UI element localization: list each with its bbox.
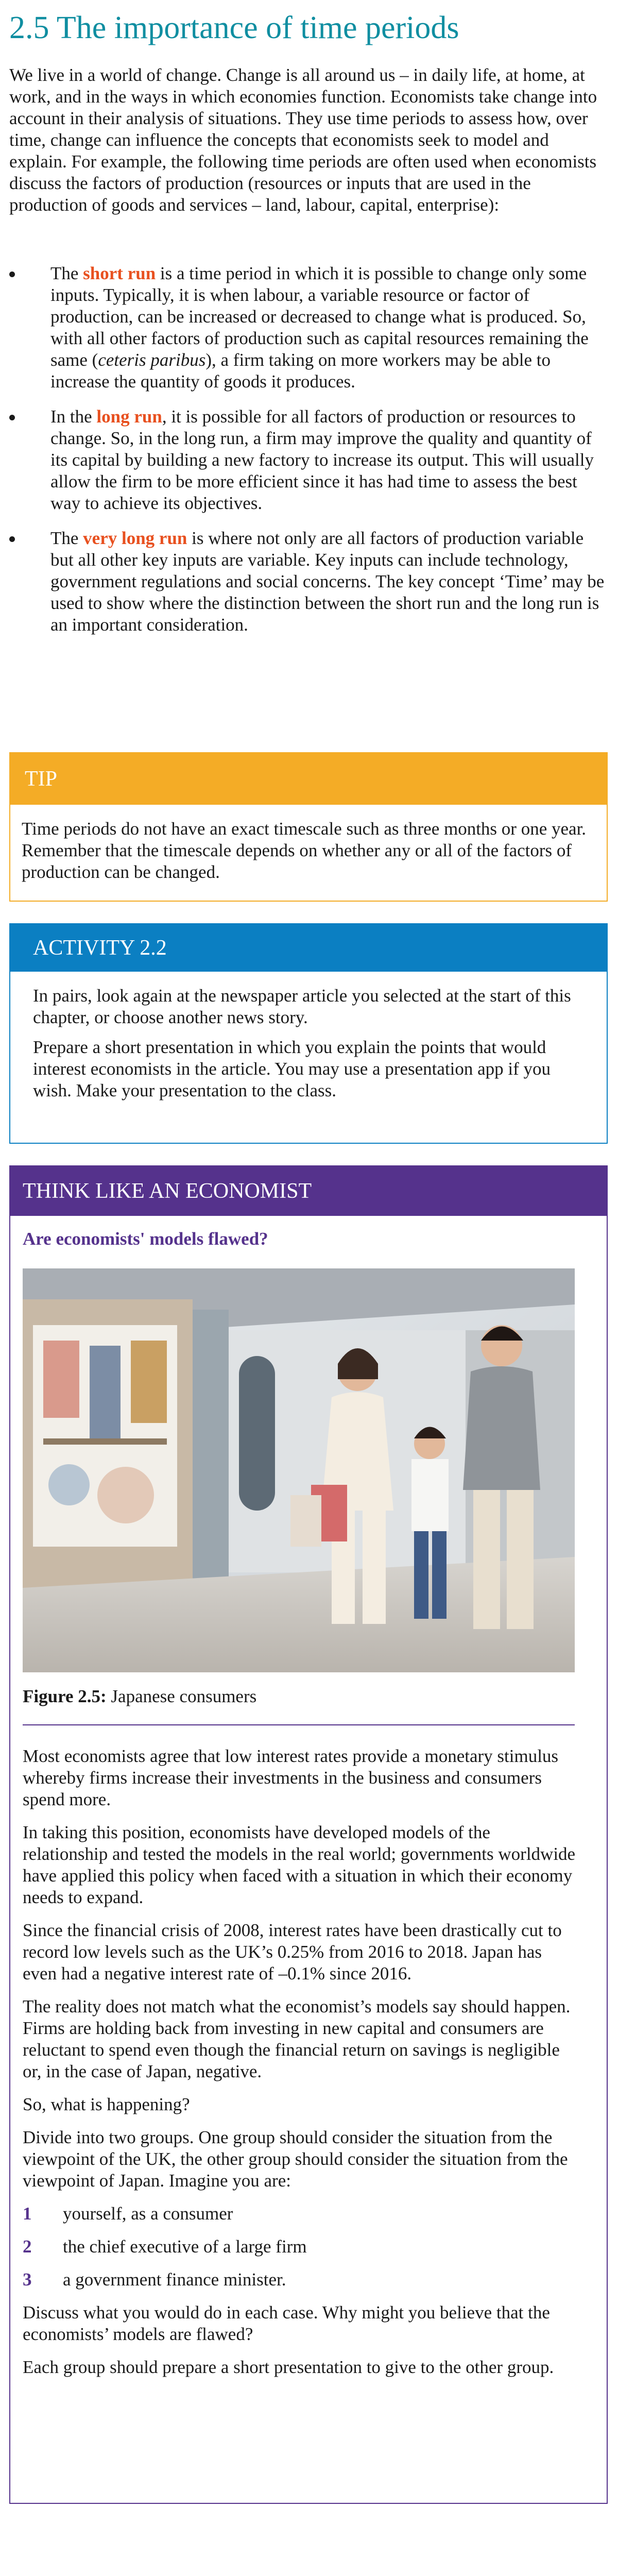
think-paragraph: Discuss what you would do in each case. Why might you believe that the economists’ models are flawed?: [23, 2302, 550, 2344]
think-paragraph: The reality does not match what the economist’s models say should happen. Firms are holding back from investing in new capital and consumers are reluctant to spend even though the financial return on savings is negligible or, in the case of Japan, negative.: [23, 1996, 571, 2081]
bullet-text: ), a firm taking on more workers may be able to increase the quantity of goods it produces.: [50, 350, 551, 392]
think-heading: THINK LIKE AN ECONOMIST: [10, 1166, 607, 1216]
key-term-very-long-run: very long run: [83, 528, 187, 548]
list-item: [23, 2269, 579, 2291]
activity-box: [9, 923, 608, 1144]
figure-divider: [23, 1724, 575, 1725]
figure-caption: [23, 1686, 256, 1707]
tip-heading: TIP: [10, 753, 607, 805]
roles-list: [23, 2203, 579, 2291]
intro-text: [9, 64, 607, 216]
tip-text: Time periods do not have an exact timescale such as three months or one year. Remember that the timescale depends on whether any or all of the factors of production can be changed.: [22, 819, 587, 882]
bullet-long-run: [9, 406, 608, 514]
bullet-text: In the: [50, 406, 97, 427]
figure-label: Figure 2.5:: [23, 1686, 107, 1706]
key-term-short-run: short run: [83, 263, 156, 283]
think-paragraph: Since the financial crisis of 2008, interest rates have been drastically cut to record low levels such as the UK’s 0.25% from 2016 to 2018. Japan has even had a negative interest rate of –0.1% since 2016.: [23, 1920, 562, 1984]
list-text: yourself, as a consumer: [63, 2204, 233, 2224]
think-paragraph: So, what is happening?: [23, 2094, 190, 2114]
activity-body: [10, 972, 607, 1101]
bullet-dot-icon: [9, 415, 15, 420]
think-paragraph: Divide into two groups. One group should consider the situation from the viewpoint of the UK, the other group should consider the situation from the viewpoint of Japan. Imagine you are:: [23, 2127, 568, 2191]
figure-caption-text: Japanese consumers: [106, 1686, 257, 1706]
activity-paragraph: Prepare a short presentation in which you explain the points that would interest economists in the article. You may use a presentation app if you wish. Make your presentation to the class.: [33, 1037, 551, 1100]
list-text: a government finance minister.: [63, 2269, 286, 2290]
bullet-text: , it is possible for all factors of production or resources to change. So, in the long run, a firm may improve the quality and quantity of its capital by building a new factory to increase its output. This will usually allow the firm to be more efficient since it has had time to assess the best way to achieve its objectives.: [50, 406, 594, 513]
ceteris-paribus: ceteris paribus: [98, 350, 206, 370]
activity-paragraph: In pairs, look again at the newspaper article you selected at the start of this chapter, or choose another news story.: [33, 986, 571, 1027]
bullet-text: The: [50, 528, 83, 548]
section-title: 2.5 The importance of time periods: [9, 10, 459, 45]
think-body: [23, 1745, 579, 2389]
list-number: 3: [23, 2269, 32, 2290]
list-item: [23, 2203, 579, 2225]
bullet-text: is where not only are all factors of production variable but all other key inputs are variable. Key inputs can include technology, government regulations and social concerns. The key concept ‘Time’ may be used to show where the distinction between the short run and the long run is an important consideration.: [50, 528, 605, 635]
intro-paragraph: We live in a world of change. Change is all around us – in daily life, at home, at work, and in the ways in which economies function. Economists take change into account in their analysis of situations. They use time periods to assess how, over time, change can influence the concepts that economists seek to model and explain. For example, the following time periods are often used when economists discuss the factors of production (resources or inputs that are used in the production of goods and services – land, labour, capital, enterprise):: [9, 65, 597, 215]
think-paragraph: Most economists agree that low interest rates provide a monetary stimulus whereby firms increase their investments in the business and consumers spend more.: [23, 1746, 559, 1809]
think-subheading: Are economists' models flawed?: [23, 1229, 268, 1249]
bullet-very-long-run: [9, 528, 608, 636]
japanese-consumers-photo: [23, 1268, 575, 1672]
list-number: 1: [23, 2204, 32, 2224]
list-text: the chief executive of a large firm: [63, 2236, 307, 2257]
think-like-an-economist-box: [9, 1165, 608, 2504]
list-number: 2: [23, 2236, 32, 2257]
tip-box: [9, 752, 608, 902]
list-item: [23, 2236, 579, 2258]
bullet-text: The: [50, 263, 83, 283]
time-periods-list: [9, 263, 608, 649]
bullet-text: is a time period in which it is possible to change only some inputs. Typically, it is when labour, a variable resource or factor of production, can be increased or decreased to change what is produced. So, with all other factors of production such as capital resources remaining the same (: [50, 263, 589, 370]
bullet-dot-icon: [9, 272, 15, 277]
think-paragraph: Each group should prepare a short presentation to give to the other group.: [23, 2357, 554, 2377]
key-term-long-run: long run: [96, 406, 162, 427]
bullet-short-run: [9, 263, 608, 393]
tip-body: [10, 805, 607, 883]
think-paragraph: In taking this position, economists have developed models of the relationship and tested the models in the real world; governments worldwide have applied this policy when faced with a situation in which their economy needs to expand.: [23, 1822, 576, 1907]
activity-heading: ACTIVITY 2.2: [10, 924, 607, 972]
bullet-dot-icon: [9, 536, 15, 542]
